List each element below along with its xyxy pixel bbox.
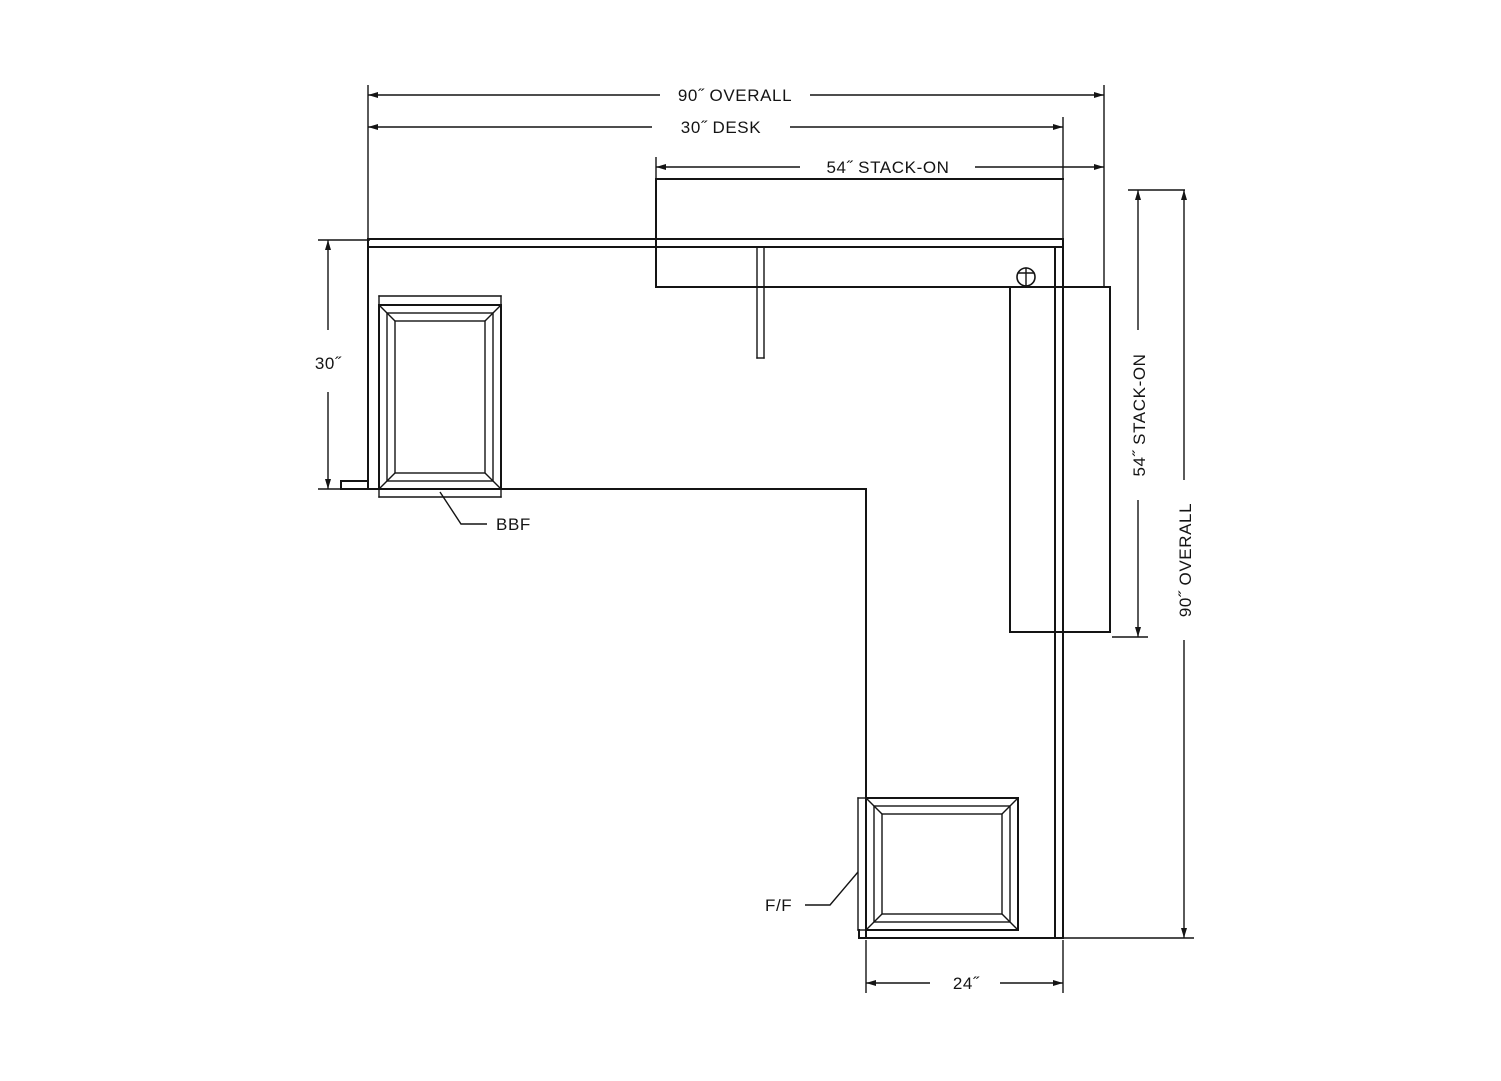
grommet-icon: [1017, 268, 1035, 286]
ff-leader: [805, 872, 858, 905]
dimension-top-stackon: [656, 157, 1104, 180]
dim-left-depth-label: 30˝: [314, 354, 342, 373]
dim-top-overall-label: 90˝ OVERALL: [677, 86, 793, 105]
dimension-bottom-width: [866, 940, 1063, 993]
dimension-right-stackon: [1112, 190, 1185, 637]
dim-top-stackon-label: 54˝ STACK-ON: [826, 158, 950, 177]
dim-bottom-width-label: 24˝: [952, 974, 980, 993]
ff-label: F/F: [765, 896, 793, 915]
dim-top-desk-label: 30˝ DESK: [680, 118, 762, 137]
dimension-left-depth: [315, 240, 370, 489]
bbf-label: BBF: [496, 515, 531, 534]
dim-right-stackon-label: 54˝ STACK-ON: [1130, 353, 1149, 477]
desk-outline: [341, 239, 1063, 938]
dim-right-overall-label: 90˝ OVERALL: [1176, 502, 1195, 618]
stack-on-hutch-right: [1010, 287, 1110, 632]
bbf-pedestal: [379, 296, 501, 497]
stack-on-hutch-top: [656, 179, 1110, 358]
dimension-right-overall: [1060, 190, 1195, 938]
ff-pedestal: [858, 798, 1018, 930]
dimension-top-overall: [368, 85, 1104, 286]
